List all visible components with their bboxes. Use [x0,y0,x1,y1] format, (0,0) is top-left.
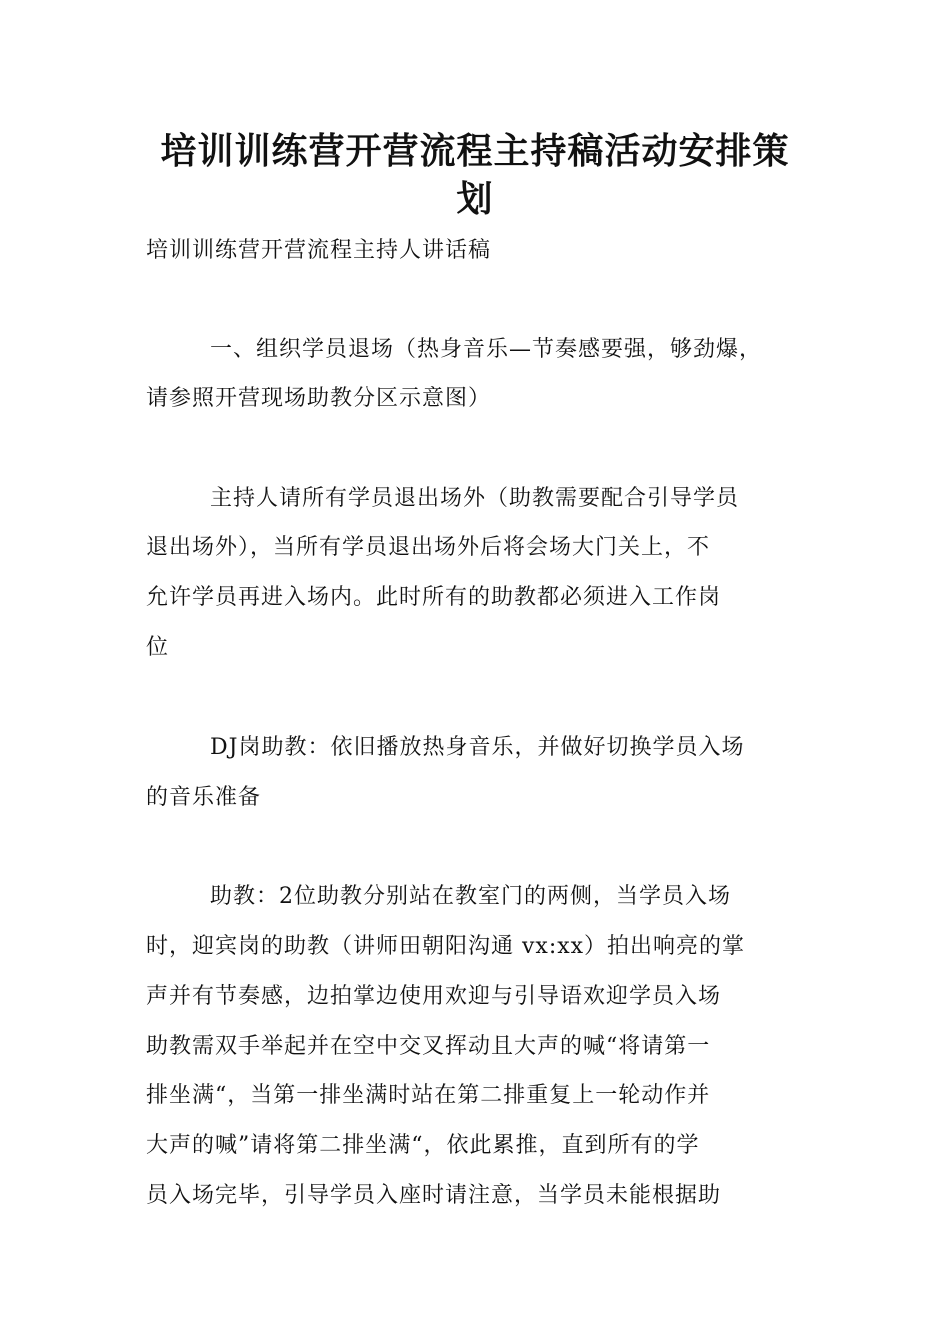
paragraph-4-line-3: 声并有节奏感，边拍掌边使用欢迎与引导语欢迎学员入场 [146,984,722,1009]
paragraph-2-line-2: 退出场外），当所有学员退出场外后将会场大门关上，不 [146,535,711,560]
paragraph-2-line-1: 主持人请所有学员退出场外（助教需要配合引导学员 [210,486,740,511]
paragraph-4-line-4: 助教需双手举起并在空中交叉挥动且大声的喊“将请第一 [146,1034,711,1059]
paragraph-3-line-1: DJ岗助教：依旧播放热身音乐，并做好切换学员入场 [210,735,745,760]
paragraph-4-line-7: 员入场完毕，引导学员入座时请注意，当学员未能根据助 [146,1183,722,1208]
paragraph-4-line-1: 助教：2位助教分别站在教室门的两侧，当学员入场 [210,884,731,909]
paragraph-4-line-5: 排坐满“，当第一排坐满时站在第二排重复上一轮动作并 [146,1083,711,1108]
document-subtitle: 培训训练营开营流程主持人讲话稿 [146,238,492,263]
title-line-1: 培训训练营开营流程主持稿活动安排策 [160,131,790,172]
title-line-2: 划 [456,179,494,220]
paragraph-4-line-2: 时，迎宾岗的助教（讲师田朝阳沟通 vx:xx）拍出响亮的掌 [146,934,746,959]
paragraph-1-line-2: 请参照开营现场助教分区示意图） [146,386,492,411]
paragraph-3-line-2: 的音乐准备 [146,785,262,810]
paragraph-1-line-1: 一、组织学员退场（热身音乐—节奏感要强，够劲爆， [210,337,763,362]
paragraph-4-line-6: 大声的喊”请将第二排坐满“，依此累推，直到所有的学 [146,1133,700,1158]
paragraph-2-line-4: 位 [146,635,170,660]
paragraph-2-line-3: 允许学员再进入场内。此时所有的助教都必须进入工作岗 [146,585,722,610]
document-title [120,128,830,224]
